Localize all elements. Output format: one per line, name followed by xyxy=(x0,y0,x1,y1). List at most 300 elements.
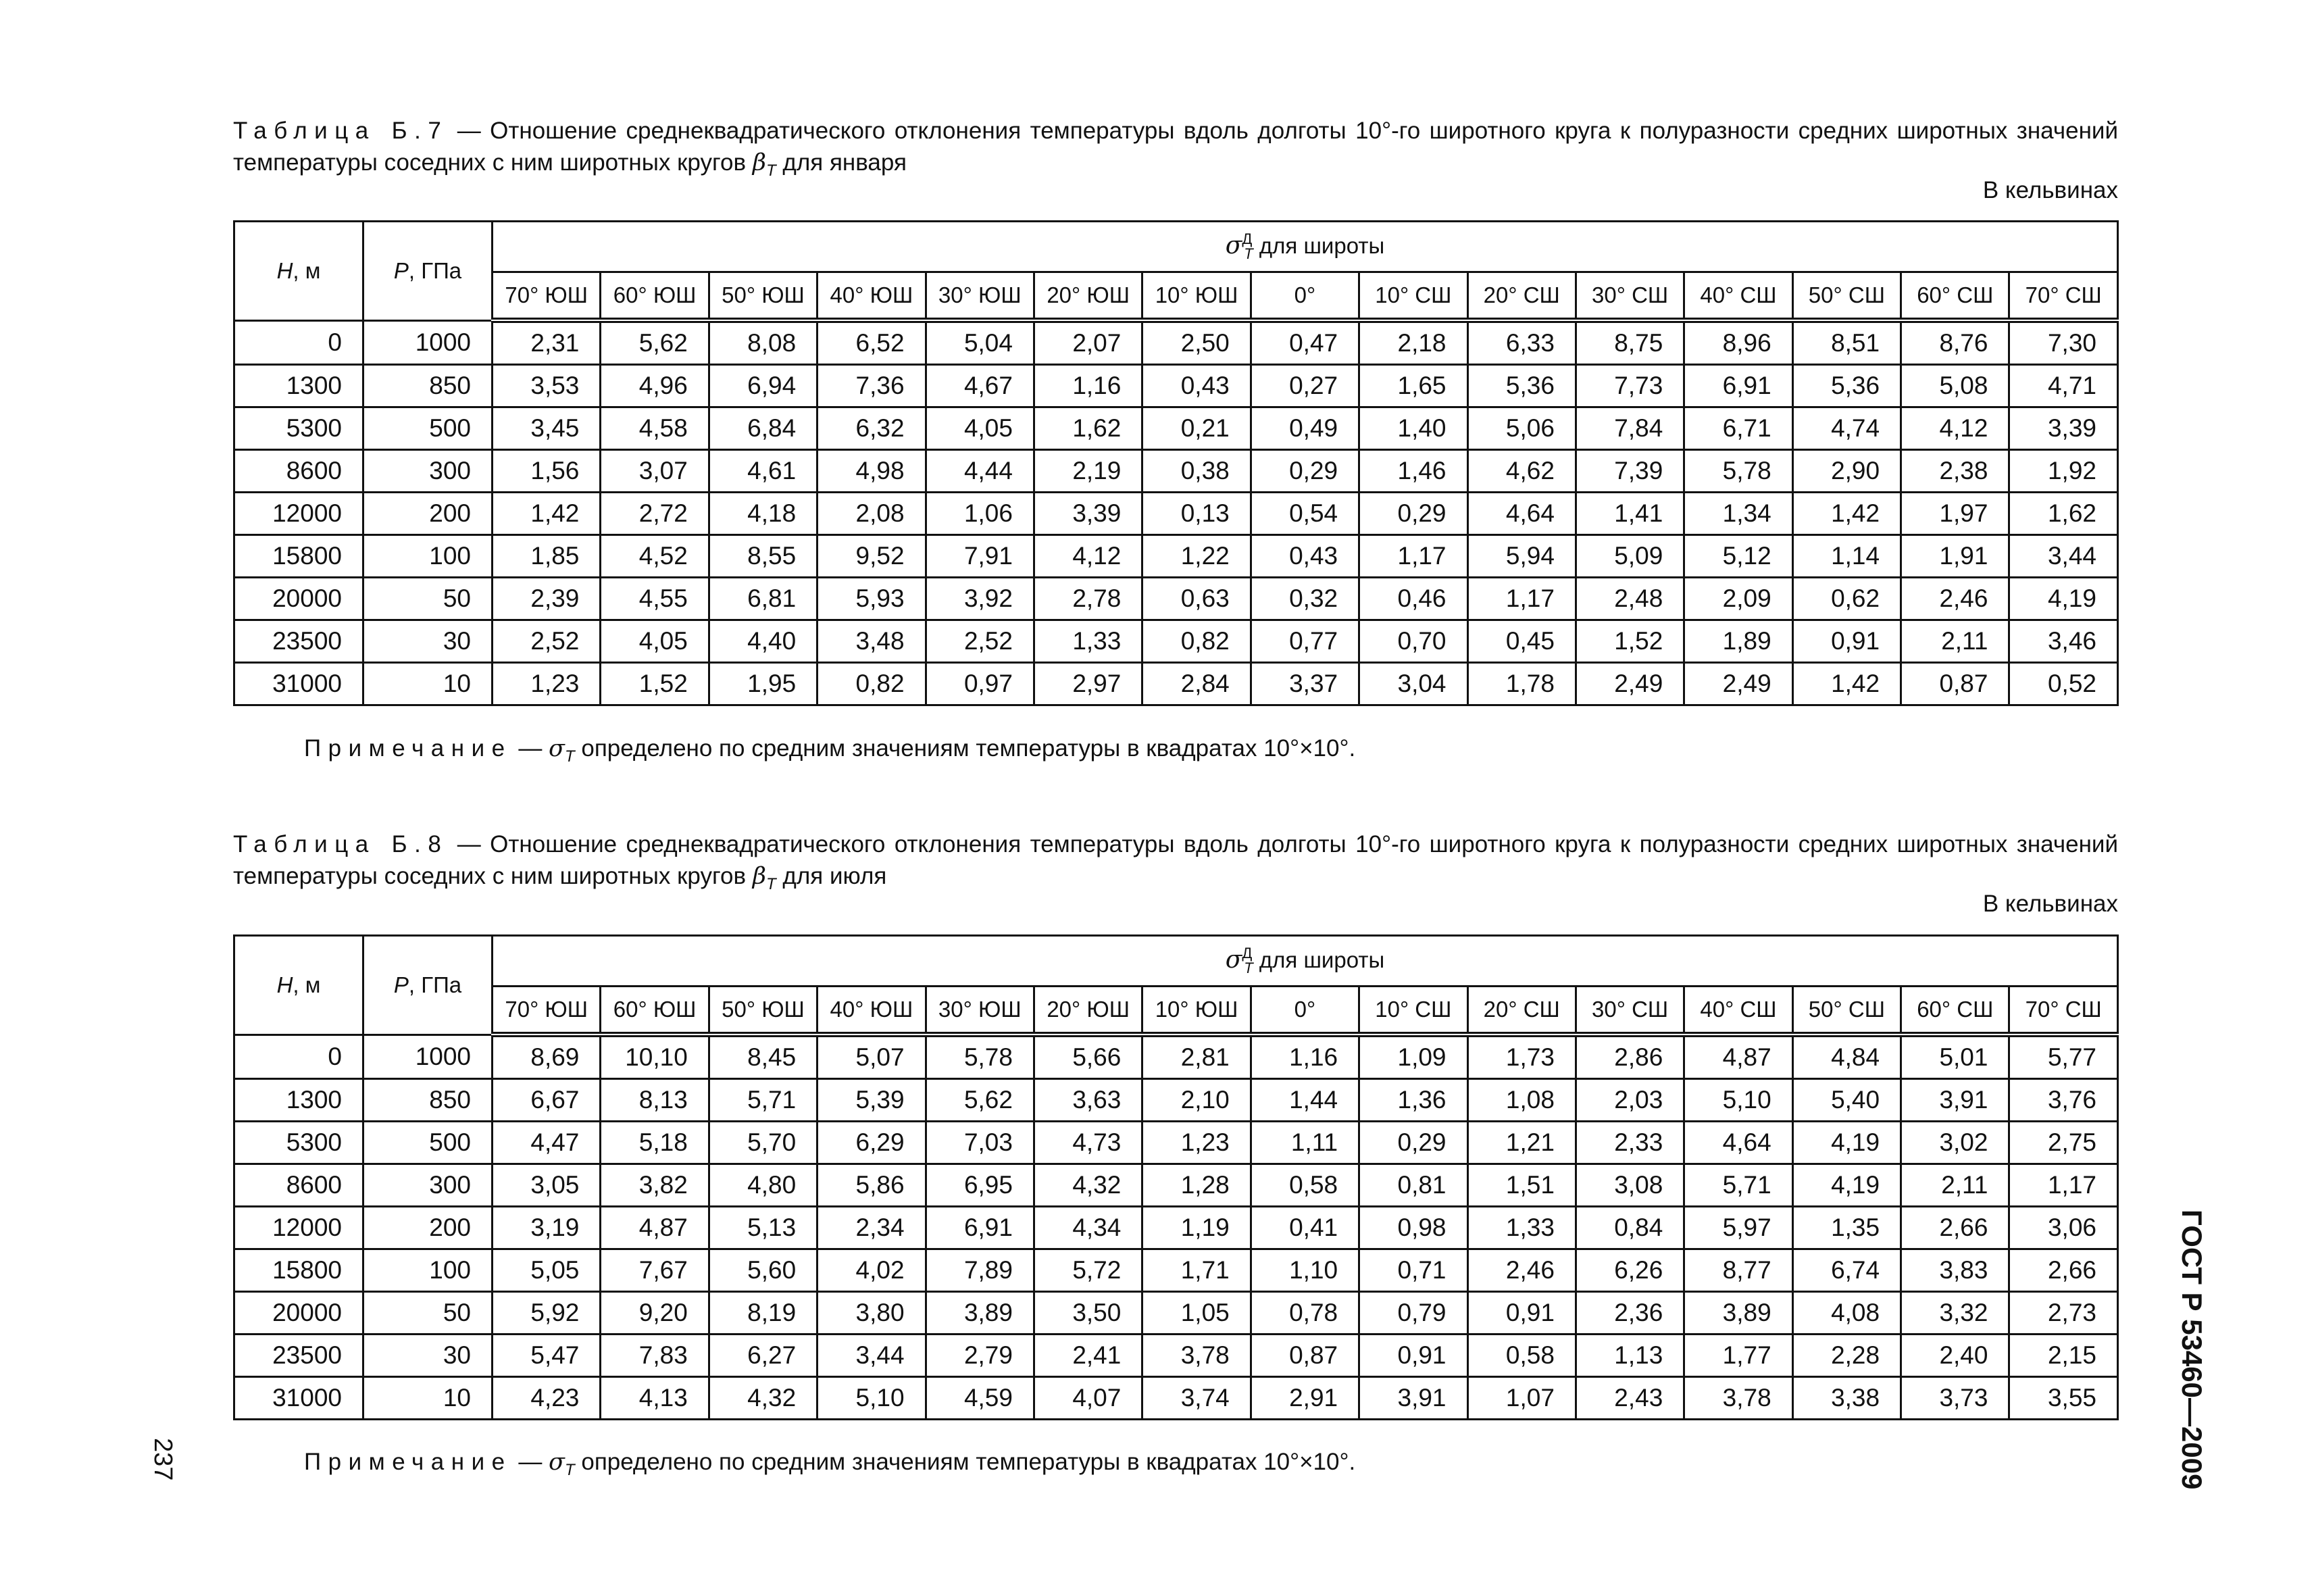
value-cell: 5,60 xyxy=(709,1249,817,1292)
table-b8-caption xyxy=(233,828,2118,900)
value-cell: 1,62 xyxy=(2009,493,2118,535)
value-cell: 3,19 xyxy=(493,1207,601,1249)
pressure-cell: 500 xyxy=(363,407,493,450)
value-cell: 5,92 xyxy=(493,1292,601,1335)
value-cell: 5,10 xyxy=(818,1377,926,1420)
sigma-symbol: σ xyxy=(549,735,565,762)
value-cell: 5,13 xyxy=(709,1207,817,1249)
value-cell: 3,74 xyxy=(1142,1377,1251,1420)
value-cell: 1,85 xyxy=(493,535,601,578)
value-cell: 4,64 xyxy=(1467,493,1576,535)
value-cell: 1,56 xyxy=(493,450,601,493)
height-cell: 12000 xyxy=(234,1207,363,1249)
value-cell: 0,63 xyxy=(1142,578,1251,620)
value-cell: 3,78 xyxy=(1684,1377,1792,1420)
table-b8-caption-label: Таблица Б.8 xyxy=(233,831,449,857)
pressure-cell: 10 xyxy=(363,663,493,705)
column-header: 10° СШ xyxy=(1359,272,1467,321)
value-cell: 2,15 xyxy=(2009,1335,2118,1377)
value-cell: 1,44 xyxy=(1251,1079,1359,1122)
value-cell: 7,30 xyxy=(2009,320,2118,365)
value-cell: 1,16 xyxy=(1034,365,1142,407)
value-cell: 1,97 xyxy=(1901,493,2009,535)
value-cell: 2,31 xyxy=(493,320,601,365)
value-cell: 6,67 xyxy=(493,1079,601,1122)
height-cell: 20000 xyxy=(234,1292,363,1335)
value-cell: 3,48 xyxy=(818,620,926,663)
column-header: 30° ЮШ xyxy=(926,987,1034,1035)
value-cell: 3,45 xyxy=(493,407,601,450)
column-header: 20° СШ xyxy=(1467,272,1576,321)
table-row xyxy=(234,1377,2118,1420)
value-cell: 5,93 xyxy=(818,578,926,620)
value-cell: 4,74 xyxy=(1792,407,1901,450)
value-cell: 3,73 xyxy=(1901,1377,2009,1420)
value-cell: 5,07 xyxy=(818,1034,926,1079)
value-cell: 1,21 xyxy=(1467,1122,1576,1164)
value-cell: 2,09 xyxy=(1684,578,1792,620)
column-header: 70° ЮШ xyxy=(493,987,601,1035)
value-cell: 0,41 xyxy=(1251,1207,1359,1249)
value-cell: 6,27 xyxy=(709,1335,817,1377)
table-row xyxy=(234,1164,2118,1207)
column-header: 40° ЮШ xyxy=(818,272,926,321)
value-cell: 7,39 xyxy=(1576,450,1684,493)
table-b7-caption xyxy=(233,115,2118,186)
value-cell: 1,52 xyxy=(1576,620,1684,663)
value-cell: 1,23 xyxy=(493,663,601,705)
table-row xyxy=(234,1122,2118,1164)
value-cell: 3,92 xyxy=(926,578,1034,620)
value-cell: 2,84 xyxy=(1142,663,1251,705)
height-cell: 5300 xyxy=(234,1122,363,1164)
height-cell: 23500 xyxy=(234,620,363,663)
table-row xyxy=(234,1292,2118,1335)
value-cell: 0,91 xyxy=(1359,1335,1467,1377)
value-cell: 5,62 xyxy=(926,1079,1034,1122)
height-cell: 8600 xyxy=(234,450,363,493)
value-cell: 5,78 xyxy=(1684,450,1792,493)
value-cell: 1,13 xyxy=(1576,1335,1684,1377)
value-cell: 4,58 xyxy=(601,407,709,450)
value-cell: 3,83 xyxy=(1901,1249,2009,1292)
value-cell: 3,82 xyxy=(601,1164,709,1207)
column-header: 20° ЮШ xyxy=(1034,272,1142,321)
value-cell: 2,28 xyxy=(1792,1335,1901,1377)
value-cell: 4,55 xyxy=(601,578,709,620)
value-cell: 2,49 xyxy=(1684,663,1792,705)
value-cell: 8,51 xyxy=(1792,320,1901,365)
value-cell: 0,46 xyxy=(1359,578,1467,620)
value-cell: 1,92 xyxy=(2009,450,2118,493)
value-cell: 2,79 xyxy=(926,1335,1034,1377)
value-cell: 1,33 xyxy=(1034,620,1142,663)
value-cell: 3,39 xyxy=(1034,493,1142,535)
value-cell: 9,52 xyxy=(818,535,926,578)
value-cell: 10,10 xyxy=(601,1034,709,1079)
note-text: определено по средним значениям температуры в квадратах 10°×10°. xyxy=(574,735,1356,762)
value-cell: 6,29 xyxy=(818,1122,926,1164)
column-header: 30° ЮШ xyxy=(926,272,1034,321)
table-b8-unit: В кельвинах xyxy=(1982,891,2118,917)
table-b7 xyxy=(233,220,2119,706)
value-cell: 8,77 xyxy=(1684,1249,1792,1292)
value-cell: 0,47 xyxy=(1251,320,1359,365)
table-row xyxy=(234,493,2118,535)
value-cell: 0,29 xyxy=(1359,1122,1467,1164)
value-cell: 3,89 xyxy=(926,1292,1034,1335)
value-cell: 1,52 xyxy=(601,663,709,705)
value-cell: 4,34 xyxy=(1034,1207,1142,1249)
value-cell: 4,87 xyxy=(1684,1034,1792,1079)
value-cell: 1,05 xyxy=(1142,1292,1251,1335)
value-cell: 5,04 xyxy=(926,320,1034,365)
value-cell: 5,40 xyxy=(1792,1079,1901,1122)
value-cell: 1,22 xyxy=(1142,535,1251,578)
value-cell: 5,36 xyxy=(1792,365,1901,407)
value-cell: 5,06 xyxy=(1467,407,1576,450)
value-cell: 6,33 xyxy=(1467,320,1576,365)
table-b7-unit: В кельвинах xyxy=(1982,177,2118,203)
column-header: 0° xyxy=(1251,272,1359,321)
value-cell: 8,13 xyxy=(601,1079,709,1122)
value-cell: 1,41 xyxy=(1576,493,1684,535)
table-row xyxy=(234,663,2118,705)
column-header: 50° ЮШ xyxy=(709,272,817,321)
value-cell: 0,84 xyxy=(1576,1207,1684,1249)
value-cell: 4,07 xyxy=(1034,1377,1142,1420)
value-cell: 2,50 xyxy=(1142,320,1251,365)
pressure-cell: 50 xyxy=(363,578,493,620)
value-cell: 5,77 xyxy=(2009,1034,2118,1079)
value-cell: 2,52 xyxy=(493,620,601,663)
value-cell: 5,18 xyxy=(601,1122,709,1164)
value-cell: 0,91 xyxy=(1467,1292,1576,1335)
header-latitude-group: $\sigma^Д_T$ для широты xyxy=(493,936,2118,987)
value-cell: 1,33 xyxy=(1467,1207,1576,1249)
column-header: 50° ЮШ xyxy=(709,987,817,1035)
value-cell: 5,47 xyxy=(493,1335,601,1377)
column-header: 40° СШ xyxy=(1684,272,1792,321)
value-cell: 0,77 xyxy=(1251,620,1359,663)
value-cell: 6,74 xyxy=(1792,1249,1901,1292)
value-cell: 0,58 xyxy=(1251,1164,1359,1207)
value-cell: 1,73 xyxy=(1467,1034,1576,1079)
value-cell: 0,29 xyxy=(1251,450,1359,493)
pressure-cell: 1000 xyxy=(363,320,493,365)
table-b7-note: Примечание — $\sigma_T$ определено по средним значениям температуры в квадратах 10°×10°. xyxy=(304,735,1356,766)
value-cell: 4,05 xyxy=(926,407,1034,450)
value-cell: 2,86 xyxy=(1576,1034,1684,1079)
value-cell: 1,34 xyxy=(1684,493,1792,535)
value-cell: 4,64 xyxy=(1684,1122,1792,1164)
value-cell: 7,89 xyxy=(926,1249,1034,1292)
value-cell: 3,91 xyxy=(1359,1377,1467,1420)
value-cell: 8,08 xyxy=(709,320,817,365)
table-row xyxy=(234,320,2118,365)
value-cell: 0,38 xyxy=(1142,450,1251,493)
pressure-cell: 100 xyxy=(363,535,493,578)
value-cell: 2,43 xyxy=(1576,1377,1684,1420)
value-cell: 2,46 xyxy=(1901,578,2009,620)
page-number: 237 xyxy=(149,1438,177,1481)
value-cell: 2,38 xyxy=(1901,450,2009,493)
table-b8-caption-end: для июля xyxy=(776,863,887,889)
value-cell: 2,75 xyxy=(2009,1122,2118,1164)
value-cell: 4,59 xyxy=(926,1377,1034,1420)
value-cell: 0,21 xyxy=(1142,407,1251,450)
column-header: 70° СШ xyxy=(2009,272,2118,321)
value-cell: 1,16 xyxy=(1251,1034,1359,1079)
note-label: Примечание xyxy=(304,735,512,762)
table-b8 xyxy=(233,934,2119,1420)
value-cell: 1,35 xyxy=(1792,1207,1901,1249)
value-cell: 0,58 xyxy=(1467,1335,1576,1377)
value-cell: 2,03 xyxy=(1576,1079,1684,1122)
value-cell: 0,45 xyxy=(1467,620,1576,663)
note-label: Примечание xyxy=(304,1449,512,1475)
value-cell: 8,69 xyxy=(493,1034,601,1079)
value-cell: 5,01 xyxy=(1901,1034,2009,1079)
pressure-cell: 850 xyxy=(363,365,493,407)
value-cell: 4,87 xyxy=(601,1207,709,1249)
value-cell: 3,76 xyxy=(2009,1079,2118,1122)
value-cell: 7,03 xyxy=(926,1122,1034,1164)
value-cell: 2,10 xyxy=(1142,1079,1251,1122)
value-cell: 1,07 xyxy=(1467,1377,1576,1420)
value-cell: 3,39 xyxy=(2009,407,2118,450)
value-cell: 3,32 xyxy=(1901,1292,2009,1335)
value-cell: 4,84 xyxy=(1792,1034,1901,1079)
value-cell: 4,71 xyxy=(2009,365,2118,407)
value-cell: 2,11 xyxy=(1901,1164,2009,1207)
value-cell: 3,89 xyxy=(1684,1292,1792,1335)
value-cell: 6,95 xyxy=(926,1164,1034,1207)
value-cell: 0,78 xyxy=(1251,1292,1359,1335)
value-cell: 2,19 xyxy=(1034,450,1142,493)
table-row xyxy=(234,535,2118,578)
value-cell: 4,98 xyxy=(818,450,926,493)
table-row xyxy=(234,1207,2118,1249)
pressure-cell: 30 xyxy=(363,620,493,663)
value-cell: 6,91 xyxy=(1684,365,1792,407)
note-text: определено по средним значениям температуры в квадратах 10°×10°. xyxy=(574,1449,1356,1475)
value-cell: 0,70 xyxy=(1359,620,1467,663)
table-row xyxy=(234,450,2118,493)
value-cell: 2,41 xyxy=(1034,1335,1142,1377)
value-cell: 4,44 xyxy=(926,450,1034,493)
header-pressure: P, ГПа xyxy=(363,222,493,321)
column-header: 60° ЮШ xyxy=(601,987,709,1035)
value-cell: 3,04 xyxy=(1359,663,1467,705)
value-cell: 6,26 xyxy=(1576,1249,1684,1292)
value-cell: 3,91 xyxy=(1901,1079,2009,1122)
value-cell: 7,73 xyxy=(1576,365,1684,407)
value-cell: 1,17 xyxy=(1359,535,1467,578)
value-cell: 0,54 xyxy=(1251,493,1359,535)
value-cell: 7,67 xyxy=(601,1249,709,1292)
value-cell: 0,87 xyxy=(1251,1335,1359,1377)
value-cell: 4,80 xyxy=(709,1164,817,1207)
value-cell: 3,80 xyxy=(818,1292,926,1335)
value-cell: 2,39 xyxy=(493,578,601,620)
value-cell: 1,51 xyxy=(1467,1164,1576,1207)
value-cell: 7,91 xyxy=(926,535,1034,578)
table-row xyxy=(234,620,2118,663)
value-cell: 6,52 xyxy=(818,320,926,365)
height-cell: 31000 xyxy=(234,1377,363,1420)
value-cell: 5,08 xyxy=(1901,365,2009,407)
value-cell: 2,34 xyxy=(818,1207,926,1249)
header-height: H, м xyxy=(234,936,363,1035)
table-row xyxy=(234,1034,2118,1079)
value-cell: 0,62 xyxy=(1792,578,1901,620)
value-cell: 4,12 xyxy=(1901,407,2009,450)
column-header: 70° СШ xyxy=(2009,987,2118,1035)
value-cell: 5,94 xyxy=(1467,535,1576,578)
column-header: 60° СШ xyxy=(1901,272,2009,321)
table-row xyxy=(234,1249,2118,1292)
value-cell: 1,71 xyxy=(1142,1249,1251,1292)
table-row xyxy=(234,1335,2118,1377)
value-cell: 3,07 xyxy=(601,450,709,493)
column-header: 60° СШ xyxy=(1901,987,2009,1035)
column-header: 70° ЮШ xyxy=(493,272,601,321)
pressure-cell: 850 xyxy=(363,1079,493,1122)
column-header: 50° СШ xyxy=(1792,987,1901,1035)
value-cell: 2,46 xyxy=(1467,1249,1576,1292)
value-cell: 4,19 xyxy=(1792,1122,1901,1164)
value-cell: 0,82 xyxy=(818,663,926,705)
value-cell: 6,91 xyxy=(926,1207,1034,1249)
value-cell: 5,39 xyxy=(818,1079,926,1122)
value-cell: 7,36 xyxy=(818,365,926,407)
value-cell: 7,84 xyxy=(1576,407,1684,450)
value-cell: 1,62 xyxy=(1034,407,1142,450)
value-cell: 3,38 xyxy=(1792,1377,1901,1420)
value-cell: 0,71 xyxy=(1359,1249,1467,1292)
value-cell: 1,11 xyxy=(1251,1122,1359,1164)
value-cell: 2,48 xyxy=(1576,578,1684,620)
value-cell: 7,83 xyxy=(601,1335,709,1377)
pressure-cell: 1000 xyxy=(363,1034,493,1079)
value-cell: 2,40 xyxy=(1901,1335,2009,1377)
value-cell: 2,81 xyxy=(1142,1034,1251,1079)
value-cell: 1,95 xyxy=(709,663,817,705)
table-row xyxy=(234,1079,2118,1122)
value-cell: 2,72 xyxy=(601,493,709,535)
pressure-cell: 30 xyxy=(363,1335,493,1377)
value-cell: 3,50 xyxy=(1034,1292,1142,1335)
height-cell: 1300 xyxy=(234,1079,363,1122)
column-header: 50° СШ xyxy=(1792,272,1901,321)
value-cell: 6,32 xyxy=(818,407,926,450)
value-cell: 1,46 xyxy=(1359,450,1467,493)
table-row xyxy=(234,365,2118,407)
pressure-cell: 100 xyxy=(363,1249,493,1292)
value-cell: 1,42 xyxy=(493,493,601,535)
pressure-cell: 300 xyxy=(363,1164,493,1207)
value-cell: 0,13 xyxy=(1142,493,1251,535)
column-header: 60° ЮШ xyxy=(601,272,709,321)
value-cell: 1,91 xyxy=(1901,535,2009,578)
height-cell: 8600 xyxy=(234,1164,363,1207)
value-cell: 3,53 xyxy=(493,365,601,407)
pressure-cell: 500 xyxy=(363,1122,493,1164)
column-header: 40° ЮШ xyxy=(818,987,926,1035)
value-cell: 2,66 xyxy=(2009,1249,2118,1292)
height-cell: 0 xyxy=(234,320,363,365)
column-header: 0° xyxy=(1251,987,1359,1035)
value-cell: 4,32 xyxy=(709,1377,817,1420)
sigma-symbol: σ xyxy=(549,1449,565,1476)
value-cell: 5,10 xyxy=(1684,1079,1792,1122)
value-cell: 1,17 xyxy=(1467,578,1576,620)
beta-symbol: β xyxy=(752,863,767,890)
column-header: 20° СШ xyxy=(1467,987,1576,1035)
table-b8-caption-text: — Отношение среднеквадратического отклонения температуры вдоль долготы 10°-го широтного круга к полуразности средних широтных значений температуры соседних с ним широтных кругов xyxy=(233,831,2118,889)
column-header: 20° ЮШ xyxy=(1034,987,1142,1035)
value-cell: 2,52 xyxy=(926,620,1034,663)
value-cell: 1,40 xyxy=(1359,407,1467,450)
value-cell: 1,06 xyxy=(926,493,1034,535)
value-cell: 2,78 xyxy=(1034,578,1142,620)
value-cell: 3,55 xyxy=(2009,1377,2118,1420)
table-b7-caption-end: для января xyxy=(776,149,907,176)
table-b8-note: Примечание — $\sigma_T$ определено по средним значениям температуры в квадратах 10°×10°. xyxy=(304,1449,1356,1479)
value-cell: 5,71 xyxy=(709,1079,817,1122)
value-cell: 2,07 xyxy=(1034,320,1142,365)
value-cell: 0,91 xyxy=(1792,620,1901,663)
pressure-cell: 10 xyxy=(363,1377,493,1420)
value-cell: 5,70 xyxy=(709,1122,817,1164)
value-cell: 3,37 xyxy=(1251,663,1359,705)
value-cell: 1,17 xyxy=(2009,1164,2118,1207)
value-cell: 6,71 xyxy=(1684,407,1792,450)
value-cell: 5,71 xyxy=(1684,1164,1792,1207)
header-latitude-group: $\sigma^Д_T$ для широты xyxy=(493,222,2118,272)
value-cell: 0,43 xyxy=(1251,535,1359,578)
column-header: 10° ЮШ xyxy=(1142,987,1251,1035)
header-pressure: P, ГПа xyxy=(363,936,493,1035)
value-cell: 4,13 xyxy=(601,1377,709,1420)
value-cell: 2,73 xyxy=(2009,1292,2118,1335)
pressure-cell: 300 xyxy=(363,450,493,493)
table-b7-caption-text: — Отношение среднеквадратического отклонения температуры вдоль долготы 10°-го широтного круга к полуразности средних широтных значений температуры соседних с ним широтных кругов xyxy=(233,118,2118,176)
standard-number: ГОСТ Р 53460—2009 xyxy=(2176,1210,2208,1490)
table-b7-caption-label: Таблица Б.7 xyxy=(233,118,449,144)
column-header: 30° СШ xyxy=(1576,272,1684,321)
value-cell: 1,42 xyxy=(1792,493,1901,535)
pressure-cell: 200 xyxy=(363,493,493,535)
value-cell: 1,36 xyxy=(1359,1079,1467,1122)
value-cell: 1,14 xyxy=(1792,535,1901,578)
value-cell: 4,47 xyxy=(493,1122,601,1164)
value-cell: 4,05 xyxy=(601,620,709,663)
value-cell: 2,33 xyxy=(1576,1122,1684,1164)
height-cell: 15800 xyxy=(234,535,363,578)
value-cell: 3,08 xyxy=(1576,1164,1684,1207)
height-cell: 0 xyxy=(234,1034,363,1079)
value-cell: 2,66 xyxy=(1901,1207,2009,1249)
value-cell: 2,91 xyxy=(1251,1377,1359,1420)
value-cell: 4,73 xyxy=(1034,1122,1142,1164)
value-cell: 3,44 xyxy=(2009,535,2118,578)
value-cell: 4,32 xyxy=(1034,1164,1142,1207)
value-cell: 8,75 xyxy=(1576,320,1684,365)
table-row xyxy=(234,578,2118,620)
value-cell: 5,12 xyxy=(1684,535,1792,578)
